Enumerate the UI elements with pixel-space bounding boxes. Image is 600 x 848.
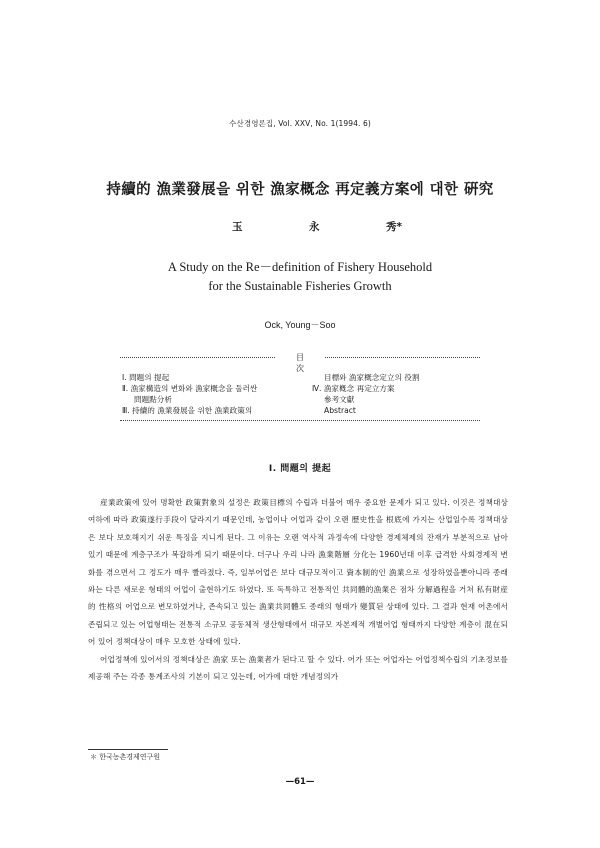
author-korean-char: 秀* <box>386 221 402 233</box>
footnote-rule <box>88 749 168 750</box>
author-korean <box>232 219 402 234</box>
toc-item: Abstract <box>324 406 356 415</box>
toc-header <box>120 352 480 373</box>
paragraph: 어업정책에 있어서의 정책대상은 漁家 또는 漁業者가 된다고 할 수 있다. 어가 또는 어업자는 어업정책수립의 기초정보를 제공해 주는 각종 통계조사의 기본이 되고 있는데, 어가에 대한 개념정의가 <box>88 654 508 682</box>
toc-item: 問題點分析 <box>134 395 172 404</box>
title-english-line1: A Study on the Re－definition of Fishery Household <box>167 260 433 274</box>
table-of-contents <box>120 372 480 420</box>
toc-item: Ⅲ. 持續的 漁業發展을 위한 漁業政策의 <box>122 406 253 415</box>
toc-item: 目標와 漁家概念定立의 役割 <box>324 373 420 382</box>
section-heading: Ⅰ. 問題의 提起 <box>268 464 332 474</box>
toc-item: Ⅱ. 漁家構造의 변화와 漁家概念을 둘러싼 <box>122 384 258 393</box>
toc-divider-left <box>120 357 275 358</box>
author-korean-char: 永 <box>309 221 320 233</box>
paragraph: 産業政策에 있어 명확한 政策對象의 설정은 政策目標의 수립과 더불어 매우 중요한 문제가 되고 있다. 이것은 정책대상 여하에 따라 政策遂行手段이 달라지기 때문인데, 농업이나 어업과 같이 오랜 歷史性을 根底에 가지는 산업일수록 정책대상은 보다 보호해지기 쉬운 특징을 지니게 된다. 그 이유는 오랜 역사적 과정속에 다양한 경제체제의 잔재가 부분적으로 남아 있기 때문에 계층구조가 복잡하게 되기 때문이다. 더구나 우리 나라 漁業階層 分化는 1960년대 이후 급격한 사회경제적 변화를 겪으면서 그 정도가 매우 빨라졌다. 즉, 일부어업은 보다 대규모적이고 資本制的인 漁業으로 성장하였을뿐아니라 종래와는 다른 새로운 형태의 어업이 출현하기도 하였다. 또 독특하고 전통적인 共同體的漁業은 점차 分解過程을 거쳐 私有財産的 性格의 어업으로 변모하였거나, 존속되고 있는 漁業共同體도 종래의 형태가 變質된 상태에 있다. 그 결과 현재 어촌에서 존립되고 있는 어업형태는 전통적 소규모 공동체적 생산형태에서 대규모 자본제적 개별어업 형태까지 다양한 계층이 混在되어 있어 정책대상이 매우 모호한 상태에 있다. <box>88 498 508 647</box>
journal-header: 수산경영론집, Vol. ⅩⅩⅤ, No. 1(1994. 6) <box>229 119 371 128</box>
title-korean: 持續的 漁業發展을 위한 漁家概念 再定義方案에 대한 硏究 <box>106 182 494 198</box>
footnote: ＊ 한국농촌경제연구원 <box>90 753 161 761</box>
body-text <box>88 494 508 685</box>
toc-column-right <box>312 372 477 416</box>
author-korean-char: 玉 <box>232 221 243 233</box>
toc-bottom-divider <box>120 420 480 421</box>
author-english: Ock, Young－Soo <box>264 320 336 330</box>
toc-item: Ⅳ. 漁家槪念 再定立方案 <box>312 384 395 393</box>
toc-divider-right <box>325 357 480 358</box>
page-number: —61— <box>285 777 315 787</box>
title-english <box>0 258 600 296</box>
title-english-line2: for the Sustainable Fisheries Growth <box>208 279 392 293</box>
toc-heading: 目次 <box>296 353 318 373</box>
toc-item: 參考文獻 <box>324 395 355 404</box>
toc-item: Ⅰ. 問題의 提起 <box>122 373 170 382</box>
toc-column-left <box>122 372 307 416</box>
